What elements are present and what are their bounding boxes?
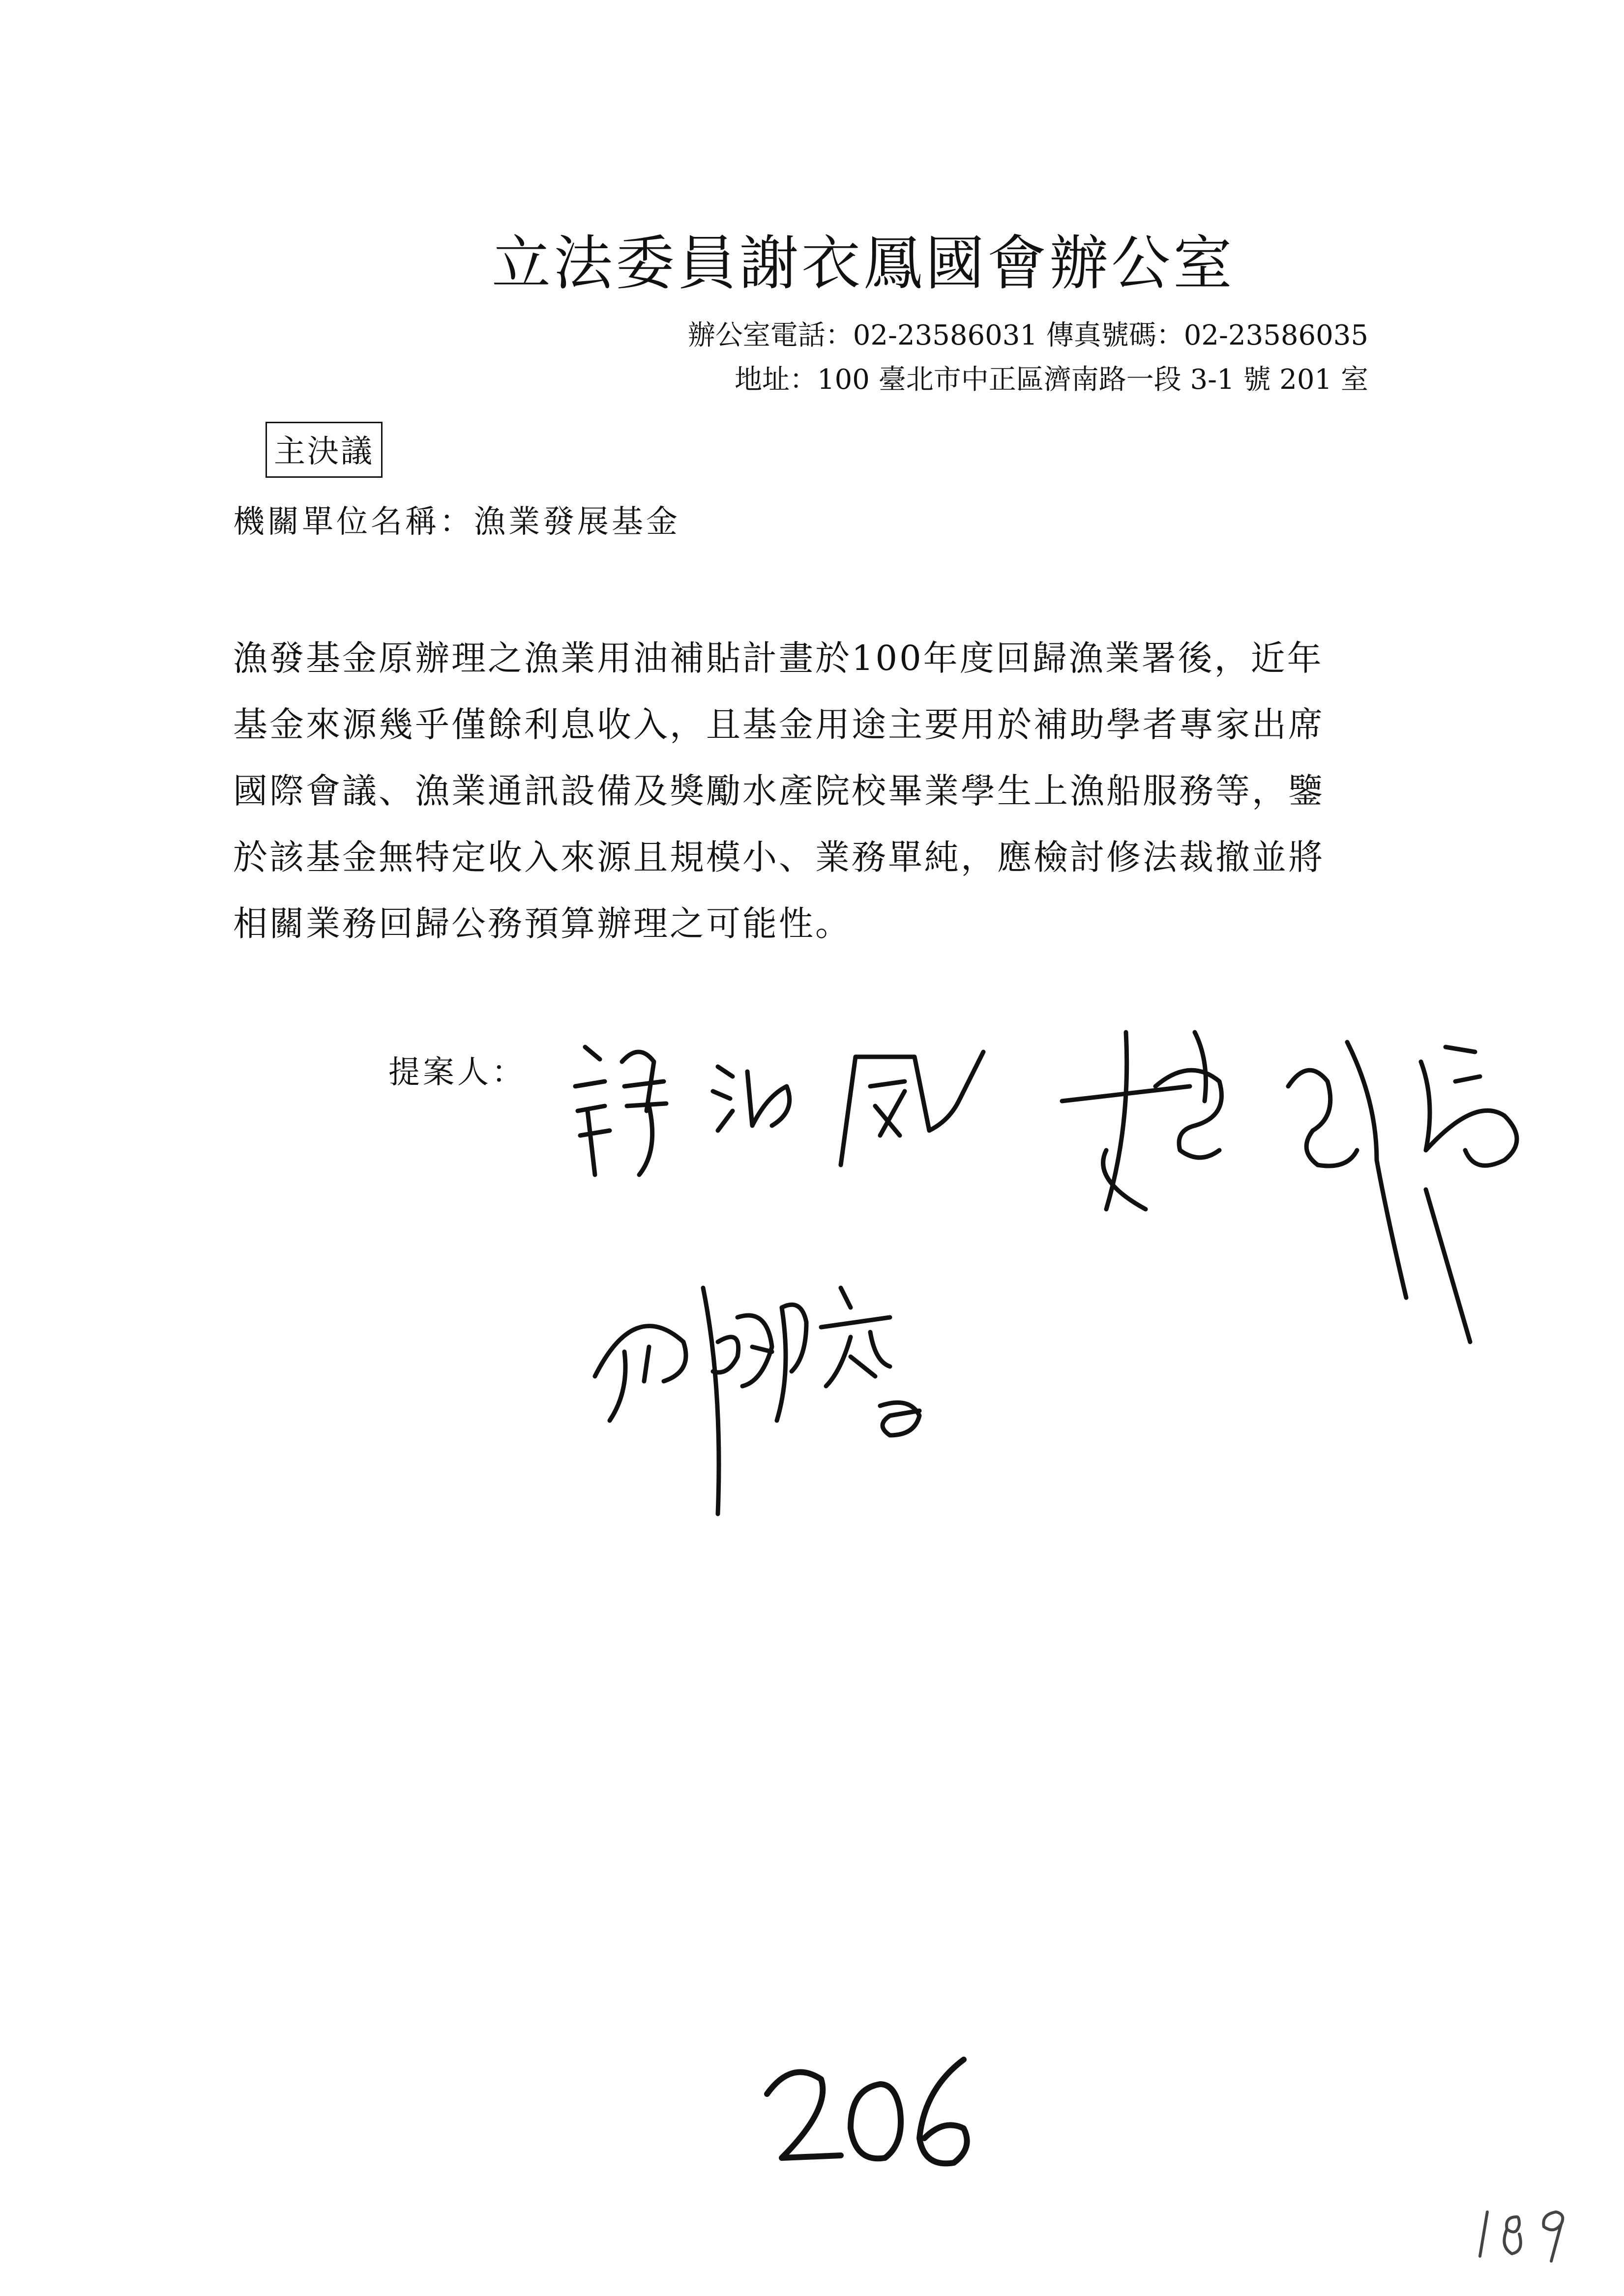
handwritten-page-number: [757, 2050, 988, 2178]
office-title: 立法委員謝衣鳳國會辦公室: [492, 230, 1235, 298]
proposer-signature-3: [575, 1258, 949, 1534]
body-line: 國際會議、漁業通訊設備及獎勵水產院校畢業學生上漁船服務等，鑒: [233, 771, 1325, 811]
resolution-body: [233, 625, 1369, 957]
contact-phone-fax: 辦公室電話：02-23586031 傳真號碼：02-23586035: [687, 320, 1368, 351]
body-line: 基金來源幾乎僅餘利息收入，且基金用途主要用於補助學者專家出席: [233, 704, 1325, 745]
contact-address: 地址：100 臺北市中正區濟南路一段 3-1 號 201 室: [735, 364, 1368, 396]
proposer-label: 提案人：: [388, 1054, 526, 1091]
document-type-label: 主決議: [266, 422, 383, 478]
archive-number: [1470, 2197, 1583, 2266]
body-line: 於該基金無特定收入來源且規模小、業務單純，應檢討修法裁撤並將: [233, 837, 1325, 877]
proposer-signature-1: [541, 1013, 1013, 1209]
proposer-signature-2: [1033, 1003, 1573, 1357]
body-line: 漁發基金原辦理之漁業用油補貼計畫於100年度回歸漁業署後，近年: [233, 638, 1324, 678]
agency-name-line: 機關單位名稱：漁業發展基金: [233, 504, 680, 540]
body-line: 相關業務回歸公務預算辦理之可能性。: [233, 903, 852, 944]
